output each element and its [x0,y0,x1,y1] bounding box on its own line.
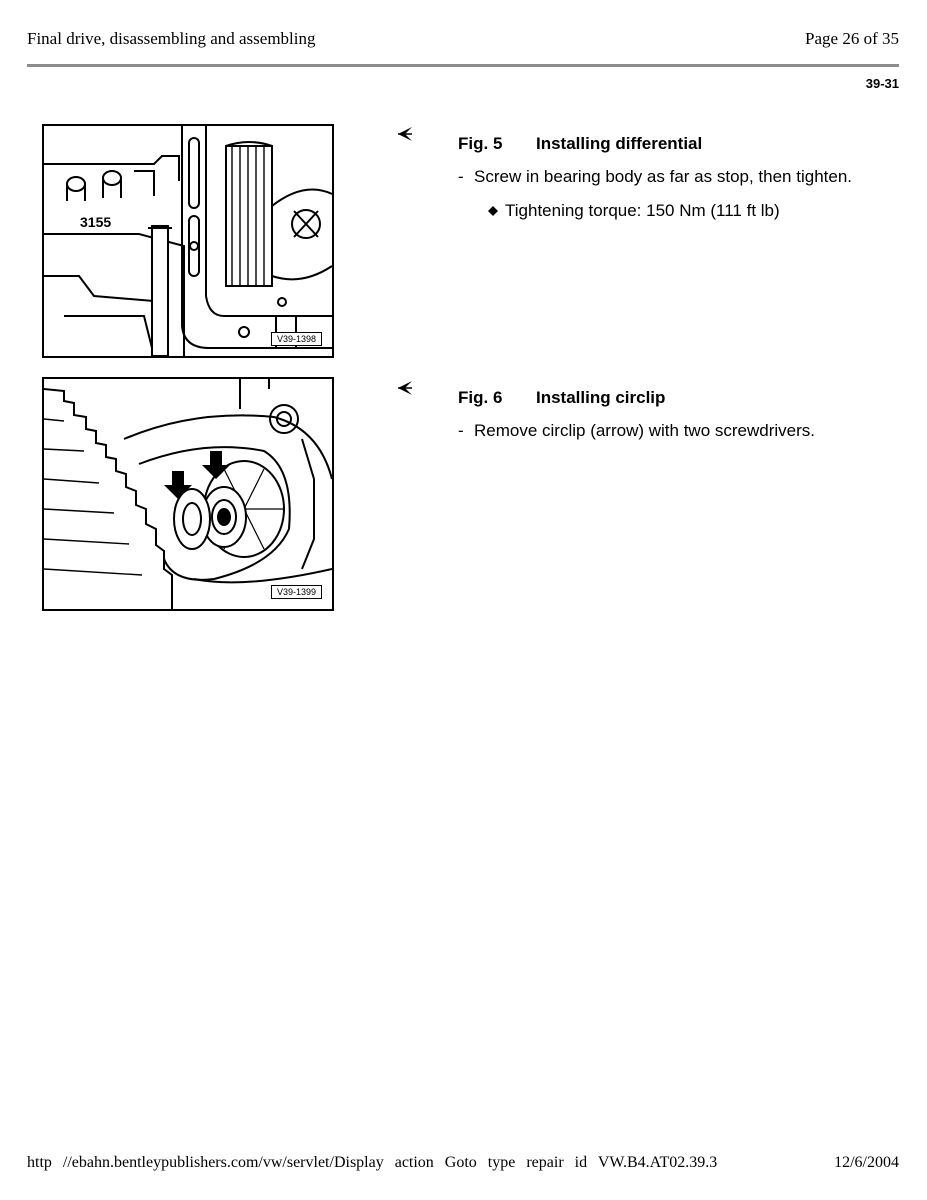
print-date: 12/6/2004 [834,1154,899,1171]
torque-spec-text: Tightening torque: 150 Nm (111 ft lb) [505,201,780,220]
figure-6-illustration [42,377,334,611]
page-footer [27,1154,899,1172]
figure-5-title: Installing differential [536,134,703,153]
figure-5-number: Fig. 5 [458,134,503,153]
tool-number-label: 3155 [80,214,112,230]
header-divider [27,64,899,67]
page-indicator: Page 26 of 35 [805,29,899,48]
circlip-install-drawing [44,379,332,609]
differential-install-drawing [44,126,332,356]
figure-6-heading [458,388,665,408]
figure-5-image-code: V39-1398 [271,332,322,346]
figure-6-image-code: V39-1399 [271,585,322,599]
figure-5-step-text: Screw in bearing body as far as stop, then tighten. [474,167,853,186]
figure-6-step-text: Remove circlip (arrow) with two screwdrivers. [474,421,816,440]
figure-5-illustration [42,124,334,358]
source-url: http //ebahn.bentleypublishers.com/vw/servlet/Display action Goto type repair id VW.B4.AT02.39.3 [27,1154,718,1171]
figure-6-number: Fig. 6 [458,388,503,407]
diamond-bullet-icon [488,206,498,216]
figure-5-bullet [488,201,780,221]
pointer-arrow-icon [396,380,414,396]
figure-6-title: Installing circlip [536,388,666,407]
figure-5-step: - Screw in bearing body as far as stop, then tighten. [458,167,853,186]
figure-6-step: - Remove circlip (arrow) with two screwdrivers. [458,421,816,440]
pointer-arrow-icon [396,126,414,142]
figure-5-heading [458,134,702,154]
document-title: Final drive, disassembling and assembling [27,29,316,48]
section-code: 39-31 [865,76,899,91]
